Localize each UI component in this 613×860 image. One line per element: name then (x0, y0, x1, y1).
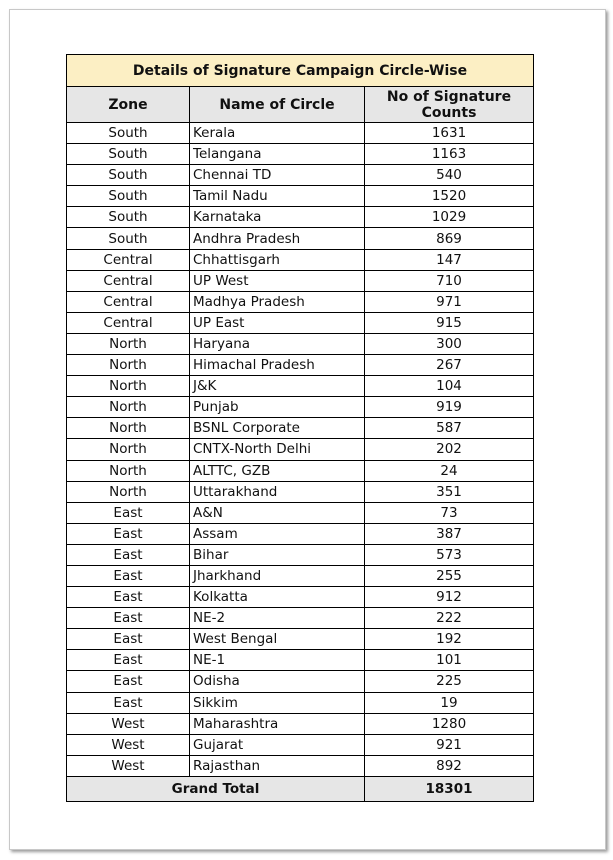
zone-cell: East (67, 587, 190, 608)
circle-cell: Jharkhand (190, 565, 365, 586)
circle-cell: CNTX-North Delhi (190, 439, 365, 460)
zone-cell: East (67, 629, 190, 650)
count-cell: 387 (365, 523, 534, 544)
table-title: Details of Signature Campaign Circle-Wise (67, 55, 534, 87)
table-row (67, 376, 534, 397)
zone-cell: North (67, 376, 190, 397)
table-row (67, 333, 534, 354)
table-row (67, 671, 534, 692)
zone-cell: South (67, 228, 190, 249)
circle-cell: ALTTC, GZB (190, 460, 365, 481)
count-cell: 24 (365, 460, 534, 481)
circle-cell: J&K (190, 376, 365, 397)
zone-cell: North (67, 439, 190, 460)
count-cell: 540 (365, 165, 534, 186)
table-row (67, 270, 534, 291)
circle-cell: Kolkatta (190, 587, 365, 608)
count-cell: 919 (365, 397, 534, 418)
circle-cell: Telangana (190, 144, 365, 165)
circle-cell: Haryana (190, 333, 365, 354)
table-row (67, 312, 534, 333)
circle-cell: Punjab (190, 397, 365, 418)
table-body (67, 123, 534, 777)
table-row (67, 755, 534, 776)
circle-cell: Gujarat (190, 734, 365, 755)
table-row (67, 418, 534, 439)
count-cell: 300 (365, 333, 534, 354)
circle-cell: NE-2 (190, 608, 365, 629)
count-cell: 255 (365, 565, 534, 586)
table-row (67, 249, 534, 270)
count-cell: 225 (365, 671, 534, 692)
count-cell: 192 (365, 629, 534, 650)
header-zone: Zone (67, 87, 190, 123)
zone-cell: North (67, 355, 190, 376)
count-cell: 921 (365, 734, 534, 755)
table-row (67, 123, 534, 144)
table-row (67, 460, 534, 481)
zone-cell: North (67, 460, 190, 481)
circle-cell: West Bengal (190, 629, 365, 650)
header-count: No of Signature Counts (365, 87, 534, 123)
zone-cell: East (67, 502, 190, 523)
circle-cell: Tamil Nadu (190, 186, 365, 207)
circle-cell: Chennai TD (190, 165, 365, 186)
table-row (67, 397, 534, 418)
table-row (67, 355, 534, 376)
count-cell: 971 (365, 291, 534, 312)
circle-cell: A&N (190, 502, 365, 523)
zone-cell: North (67, 397, 190, 418)
count-cell: 267 (365, 355, 534, 376)
circle-cell: Andhra Pradesh (190, 228, 365, 249)
circle-cell: Kerala (190, 123, 365, 144)
count-cell: 587 (365, 418, 534, 439)
table-row (67, 565, 534, 586)
zone-cell: East (67, 544, 190, 565)
count-cell: 869 (365, 228, 534, 249)
signature-table (66, 54, 534, 802)
circle-cell: Assam (190, 523, 365, 544)
count-cell: 1631 (365, 123, 534, 144)
zone-cell: East (67, 692, 190, 713)
zone-cell: North (67, 418, 190, 439)
table-row (67, 207, 534, 228)
circle-cell: UP West (190, 270, 365, 291)
zone-cell: Central (67, 291, 190, 312)
table-row (67, 629, 534, 650)
grand-total-row (67, 776, 534, 801)
table-row (67, 144, 534, 165)
table-row (67, 186, 534, 207)
grand-total-value: 18301 (365, 776, 534, 801)
table-row (67, 544, 534, 565)
zone-cell: West (67, 755, 190, 776)
zone-cell: South (67, 123, 190, 144)
count-cell: 710 (365, 270, 534, 291)
grand-total-label: Grand Total (67, 776, 365, 801)
circle-cell: Odisha (190, 671, 365, 692)
count-cell: 147 (365, 249, 534, 270)
circle-cell: Bihar (190, 544, 365, 565)
zone-cell: Central (67, 312, 190, 333)
circle-cell: BSNL Corporate (190, 418, 365, 439)
count-cell: 892 (365, 755, 534, 776)
circle-cell: Sikkim (190, 692, 365, 713)
count-cell: 19 (365, 692, 534, 713)
zone-cell: West (67, 734, 190, 755)
count-cell: 101 (365, 650, 534, 671)
table-row (67, 587, 534, 608)
zone-cell: South (67, 186, 190, 207)
table-row (67, 439, 534, 460)
zone-cell: East (67, 523, 190, 544)
table-row (67, 734, 534, 755)
table-row (67, 291, 534, 312)
count-cell: 915 (365, 312, 534, 333)
count-cell: 1520 (365, 186, 534, 207)
table-row (67, 502, 534, 523)
zone-cell: South (67, 165, 190, 186)
table-row (67, 165, 534, 186)
table-row (67, 692, 534, 713)
circle-cell: Maharashtra (190, 713, 365, 734)
table-row (67, 650, 534, 671)
count-cell: 1280 (365, 713, 534, 734)
zone-cell: East (67, 671, 190, 692)
zone-cell: North (67, 481, 190, 502)
circle-cell: Rajasthan (190, 755, 365, 776)
count-cell: 573 (365, 544, 534, 565)
table-row (67, 481, 534, 502)
zone-cell: East (67, 608, 190, 629)
count-cell: 202 (365, 439, 534, 460)
count-cell: 1163 (365, 144, 534, 165)
zone-cell: South (67, 144, 190, 165)
table-row (67, 228, 534, 249)
table-row (67, 523, 534, 544)
zone-cell: West (67, 713, 190, 734)
zone-cell: Central (67, 270, 190, 291)
circle-cell: UP East (190, 312, 365, 333)
circle-cell: Himachal Pradesh (190, 355, 365, 376)
count-cell: 104 (365, 376, 534, 397)
circle-cell: Chhattisgarh (190, 249, 365, 270)
circle-cell: Uttarakhand (190, 481, 365, 502)
circle-cell: Madhya Pradesh (190, 291, 365, 312)
count-cell: 912 (365, 587, 534, 608)
circle-cell: Karnataka (190, 207, 365, 228)
zone-cell: East (67, 650, 190, 671)
zone-cell: South (67, 207, 190, 228)
zone-cell: East (67, 565, 190, 586)
header-circle: Name of Circle (190, 87, 365, 123)
count-cell: 222 (365, 608, 534, 629)
table-row (67, 608, 534, 629)
circle-cell: NE-1 (190, 650, 365, 671)
zone-cell: Central (67, 249, 190, 270)
table-row (67, 713, 534, 734)
count-cell: 73 (365, 502, 534, 523)
count-cell: 351 (365, 481, 534, 502)
document-page (9, 9, 606, 850)
count-cell: 1029 (365, 207, 534, 228)
zone-cell: North (67, 333, 190, 354)
